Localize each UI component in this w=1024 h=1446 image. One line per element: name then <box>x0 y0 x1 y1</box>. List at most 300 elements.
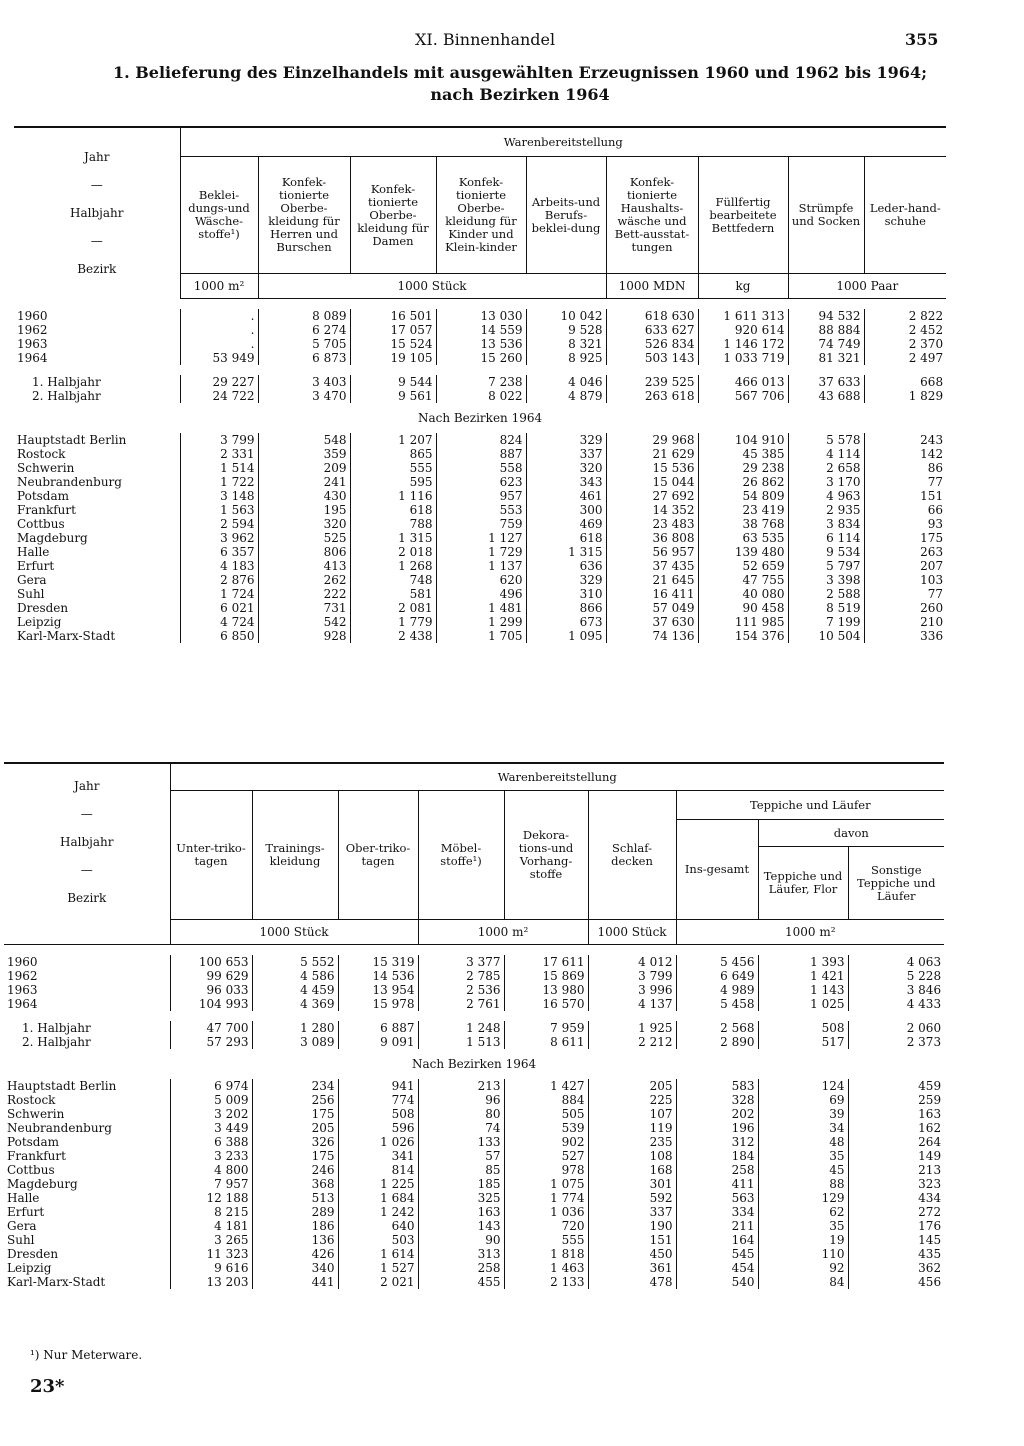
table-cell: 23 483 <box>606 517 698 531</box>
table-cell: 1 315 <box>526 545 606 559</box>
table-cell: 310 <box>526 587 606 601</box>
table-cell: 110 <box>758 1247 848 1261</box>
table-cell: 211 <box>676 1219 758 1233</box>
column-header: Unter-triko-tagen <box>170 791 252 920</box>
table-cell: 4 586 <box>252 969 338 983</box>
table-cell: . <box>180 323 258 337</box>
table-cell: 9 544 <box>350 375 436 389</box>
table-cell: 459 <box>848 1079 944 1093</box>
table-row <box>4 983 944 997</box>
table-row <box>4 1035 944 1049</box>
table-cell: 978 <box>504 1163 588 1177</box>
table-cell: 3 377 <box>418 955 504 969</box>
row-label: Karl-Marx-Stadt <box>7 1275 106 1289</box>
table-cell: 542 <box>258 615 350 629</box>
table-cell: 9 616 <box>170 1261 252 1275</box>
table-cell: 21 645 <box>606 573 698 587</box>
section-label: Nach Bezirken 1964 <box>417 411 543 425</box>
table-cell: 4 989 <box>676 983 758 997</box>
table-cell: 430 <box>258 489 350 503</box>
group-header-davon: davon <box>758 820 944 847</box>
table-cell: 40 080 <box>698 587 788 601</box>
table-cell: 88 884 <box>788 323 864 337</box>
table-cell: 62 <box>758 1205 848 1219</box>
table-cell: 368 <box>252 1177 338 1191</box>
chapter-title: XI. Binnenhandel <box>415 30 556 49</box>
table-cell: 300 <box>526 503 606 517</box>
table-cell: 450 <box>588 1247 676 1261</box>
table-cell: 133 <box>418 1135 504 1149</box>
table-cell: 2 935 <box>788 503 864 517</box>
row-label: Frankfurt <box>17 503 76 517</box>
table-cell: 636 <box>526 559 606 573</box>
table-cell: 513 <box>252 1191 338 1205</box>
table-cell: 320 <box>258 517 350 531</box>
column-header: Konfek-tionierte Oberbe-kleidung für Kinder und Klein-kinder <box>436 157 526 274</box>
table-cell: 329 <box>526 573 606 587</box>
table-cell: 104 910 <box>698 433 788 447</box>
table-cell: 361 <box>588 1261 676 1275</box>
table-cell: 2 452 <box>864 323 946 337</box>
table-cell: 1 116 <box>350 489 436 503</box>
table-cell: 48 <box>758 1135 848 1149</box>
row-label: Hauptstadt Berlin <box>7 1079 117 1093</box>
table-cell: 175 <box>252 1149 338 1163</box>
table-cell: 301 <box>588 1177 676 1191</box>
table-cell: 788 <box>350 517 436 531</box>
table-row <box>4 1191 944 1205</box>
table-cell: 1 146 172 <box>698 337 788 351</box>
table-cell: 24 722 <box>180 389 258 403</box>
table-cell: 164 <box>676 1233 758 1247</box>
table-cell: 2 658 <box>788 461 864 475</box>
table-cell: 6 887 <box>338 1021 418 1035</box>
table-cell: 2 536 <box>418 983 504 997</box>
table-cell: 111 985 <box>698 615 788 629</box>
row-label: 1. Halbjahr <box>32 375 101 389</box>
table-cell: 6 357 <box>180 545 258 559</box>
table-cell: 3 846 <box>848 983 944 997</box>
table-cell: 77 <box>864 587 946 601</box>
table-cell: 328 <box>676 1093 758 1107</box>
table-cell: 37 633 <box>788 375 864 389</box>
table-cell: 239 525 <box>606 375 698 389</box>
table-cell: 235 <box>588 1135 676 1149</box>
table-cell: 29 227 <box>180 375 258 389</box>
table-cell: 2 331 <box>180 447 258 461</box>
table-cell: 2 373 <box>848 1035 944 1049</box>
table-cell: 52 659 <box>698 559 788 573</box>
table-row <box>14 475 946 489</box>
table-cell: 6 021 <box>180 601 258 615</box>
table-cell: 720 <box>504 1219 588 1233</box>
table-cell: 29 238 <box>698 461 788 475</box>
table-cell: 558 <box>436 461 526 475</box>
table-cell: 6 974 <box>170 1079 252 1093</box>
group-header-warenbereitstellung: Warenbereitstellung <box>170 763 944 791</box>
table-cell: 142 <box>864 447 946 461</box>
statistics-table-1 <box>14 126 946 643</box>
row-label: Halle <box>7 1191 40 1205</box>
unit-label: 1000 MDN <box>606 274 698 299</box>
table-cell: 151 <box>864 489 946 503</box>
table-cell: 202 <box>676 1107 758 1121</box>
table-cell: 163 <box>418 1205 504 1219</box>
table-row <box>14 375 946 389</box>
table-cell: 5 456 <box>676 955 758 969</box>
table-cell: 103 <box>864 573 946 587</box>
table-cell: 957 <box>436 489 526 503</box>
table-cell: 246 <box>252 1163 338 1177</box>
row-label: Leipzig <box>7 1261 52 1275</box>
table-row <box>14 503 946 517</box>
table-cell: 4 800 <box>170 1163 252 1177</box>
group-header-warenbereitstellung: Warenbereitstellung <box>180 127 946 157</box>
row-label: Rostock <box>7 1093 56 1107</box>
table-cell: 884 <box>504 1093 588 1107</box>
table-cell: 8 215 <box>170 1205 252 1219</box>
table-cell: 272 <box>848 1205 944 1219</box>
table-cell: 10 042 <box>526 309 606 323</box>
table-cell: 185 <box>418 1177 504 1191</box>
table-cell: 1 513 <box>418 1035 504 1049</box>
table-cell: 1 225 <box>338 1177 418 1191</box>
table-cell: 3 799 <box>588 969 676 983</box>
table-cell: 256 <box>252 1093 338 1107</box>
table-cell: 100 653 <box>170 955 252 969</box>
table-cell: 7 957 <box>170 1177 252 1191</box>
table-cell: 54 809 <box>698 489 788 503</box>
table-cell: 225 <box>588 1093 676 1107</box>
row-label: Rostock <box>17 447 66 461</box>
table-cell: 2 060 <box>848 1021 944 1035</box>
table-cell: 623 <box>436 475 526 489</box>
table-cell: 341 <box>338 1149 418 1163</box>
table-cell: 496 <box>436 587 526 601</box>
row-label: Dresden <box>7 1247 59 1261</box>
table-row <box>14 615 946 629</box>
table-cell: 618 630 <box>606 309 698 323</box>
table-cell: 596 <box>338 1121 418 1135</box>
table-cell: 35 <box>758 1219 848 1233</box>
table-cell: 1 705 <box>436 629 526 643</box>
table-cell: 2 822 <box>864 309 946 323</box>
table-cell: 85 <box>418 1163 504 1177</box>
table-cell: 1 095 <box>526 629 606 643</box>
table-cell: 259 <box>848 1093 944 1107</box>
table-cell: 4 114 <box>788 447 864 461</box>
table-cell: 2 021 <box>338 1275 418 1289</box>
table-cell: 583 <box>676 1079 758 1093</box>
table-cell: 455 <box>418 1275 504 1289</box>
table-cell: 258 <box>676 1163 758 1177</box>
table-cell: 5 009 <box>170 1093 252 1107</box>
table-cell: 887 <box>436 447 526 461</box>
table-cell: 9 534 <box>788 545 864 559</box>
table-cell: 1 248 <box>418 1021 504 1035</box>
table-cell: 312 <box>676 1135 758 1149</box>
column-header: Ober-triko-tagen <box>338 791 418 920</box>
column-header: Füllfertig bearbeitete Bettfedern <box>698 157 788 274</box>
table-cell: 5 797 <box>788 559 864 573</box>
row-label: 1963 <box>7 983 38 997</box>
table-cell: 29 968 <box>606 433 698 447</box>
table-cell: 168 <box>588 1163 676 1177</box>
column-header: Sonstige Teppiche und Läufer <box>848 847 944 920</box>
table-row <box>4 955 944 969</box>
table-row <box>4 1107 944 1121</box>
table-cell: 2 568 <box>676 1021 758 1035</box>
table-cell: 57 049 <box>606 601 698 615</box>
table-row <box>14 447 946 461</box>
table-cell: 1 137 <box>436 559 526 573</box>
table-cell: 186 <box>252 1219 338 1233</box>
table-cell: 37 435 <box>606 559 698 573</box>
table-cell: 13 030 <box>436 309 526 323</box>
table-cell: 461 <box>526 489 606 503</box>
table-cell: 902 <box>504 1135 588 1149</box>
column-header: Trainings-kleidung <box>252 791 338 920</box>
table-cell: 362 <box>848 1261 944 1275</box>
table-cell: 6 274 <box>258 323 350 337</box>
table-cell: 74 749 <box>788 337 864 351</box>
table-cell: 411 <box>676 1177 758 1191</box>
table-cell: 260 <box>864 601 946 615</box>
table-cell: 38 768 <box>698 517 788 531</box>
table-cell: 19 <box>758 1233 848 1247</box>
table-cell: 10 504 <box>788 629 864 643</box>
table-cell: 139 480 <box>698 545 788 559</box>
table-cell: 35 <box>758 1149 848 1163</box>
table-row <box>14 489 946 503</box>
table-cell: 3 148 <box>180 489 258 503</box>
table-cell: 196 <box>676 1121 758 1135</box>
table-row <box>14 461 946 475</box>
table-cell: 14 559 <box>436 323 526 337</box>
table-cell: 774 <box>338 1093 418 1107</box>
table-cell: 27 692 <box>606 489 698 503</box>
table-cell: 15 260 <box>436 351 526 365</box>
table-row <box>14 309 946 323</box>
table-row <box>14 545 946 559</box>
row-label: Potsdam <box>7 1135 60 1149</box>
unit-label: 1000 Stück <box>258 274 606 299</box>
table-cell: 145 <box>848 1233 944 1247</box>
table-row <box>4 1247 944 1261</box>
table-cell: 210 <box>864 615 946 629</box>
table-row <box>4 1163 944 1177</box>
table-cell: 74 136 <box>606 629 698 643</box>
table-cell: 4 879 <box>526 389 606 403</box>
table-row <box>14 559 946 573</box>
table-cell: 865 <box>350 447 436 461</box>
table-cell: 1 268 <box>350 559 436 573</box>
table-cell: 195 <box>258 503 350 517</box>
table-cell: 3 470 <box>258 389 350 403</box>
table-cell: 1 026 <box>338 1135 418 1149</box>
table-cell: 57 <box>418 1149 504 1163</box>
table-cell: 4 181 <box>170 1219 252 1233</box>
table-cell: 3 265 <box>170 1233 252 1247</box>
table-cell: 124 <box>758 1079 848 1093</box>
table-row <box>4 969 944 983</box>
table-cell: 119 <box>588 1121 676 1135</box>
table-cell: 6 649 <box>676 969 758 983</box>
table-cell: 6 873 <box>258 351 350 365</box>
table-cell: 1 427 <box>504 1079 588 1093</box>
table-cell: 759 <box>436 517 526 531</box>
table-cell: 618 <box>526 531 606 545</box>
table-cell: 63 535 <box>698 531 788 545</box>
table-cell: 175 <box>252 1107 338 1121</box>
table-cell: 3 398 <box>788 573 864 587</box>
column-header: Arbeits-und Berufs-beklei-dung <box>526 157 606 274</box>
table-cell: 1 829 <box>864 389 946 403</box>
table-cell: 4 433 <box>848 997 944 1011</box>
section-label: Nach Bezirken 1964 <box>411 1057 537 1071</box>
table-cell: 526 834 <box>606 337 698 351</box>
table-cell: 14 536 <box>338 969 418 983</box>
table-cell: 6 850 <box>180 629 258 643</box>
table-cell: 5 228 <box>848 969 944 983</box>
table-cell: 21 629 <box>606 447 698 461</box>
footnote: ¹) Nur Meterware. <box>30 1348 143 1362</box>
table-cell: 5 578 <box>788 433 864 447</box>
table-cell: 1 527 <box>338 1261 418 1275</box>
table-cell: 66 <box>864 503 946 517</box>
table-cell: 289 <box>252 1205 338 1219</box>
table-cell: 57 293 <box>170 1035 252 1049</box>
table-cell: 190 <box>588 1219 676 1233</box>
table-row <box>14 389 946 403</box>
table-cell: 8 519 <box>788 601 864 615</box>
table-cell: 555 <box>350 461 436 475</box>
table-cell: 45 385 <box>698 447 788 461</box>
table-row <box>4 1135 944 1149</box>
table-cell: 1 774 <box>504 1191 588 1205</box>
table-cell: 5 458 <box>676 997 758 1011</box>
table-cell: 581 <box>350 587 436 601</box>
table-cell: 15 978 <box>338 997 418 1011</box>
table-cell: 81 321 <box>788 351 864 365</box>
table-cell: 4 369 <box>252 997 338 1011</box>
table-cell: 539 <box>504 1121 588 1135</box>
unit-label: 1000 Stück <box>170 920 418 945</box>
table-cell: 8 925 <box>526 351 606 365</box>
table-cell: 47 755 <box>698 573 788 587</box>
table-cell: 209 <box>258 461 350 475</box>
table-cell: 88 <box>758 1177 848 1191</box>
table-cell: 3 962 <box>180 531 258 545</box>
table-cell: 413 <box>258 559 350 573</box>
table-cell: 1 033 719 <box>698 351 788 365</box>
table-cell: 478 <box>588 1275 676 1289</box>
table-cell: 26 862 <box>698 475 788 489</box>
table-cell: 1 025 <box>758 997 848 1011</box>
row-label: 1964 <box>17 351 48 365</box>
row-label: Magdeburg <box>17 531 88 545</box>
table-cell: 90 458 <box>698 601 788 615</box>
table-cell: 8 089 <box>258 309 350 323</box>
column-header: Schlaf-decken <box>588 791 676 920</box>
table-cell: 163 <box>848 1107 944 1121</box>
table-cell: 4 046 <box>526 375 606 389</box>
table-cell: 7 238 <box>436 375 526 389</box>
table-cell: 15 869 <box>504 969 588 983</box>
row-label: 1963 <box>17 337 48 351</box>
table-cell: 928 <box>258 629 350 643</box>
row-label: Neubrandenburg <box>7 1121 112 1135</box>
table-cell: 15 536 <box>606 461 698 475</box>
table-cell: 151 <box>588 1233 676 1247</box>
column-header: Möbel-stoffe¹) <box>418 791 504 920</box>
table-cell: 176 <box>848 1219 944 1233</box>
table-cell: 53 949 <box>180 351 258 365</box>
table-cell: 426 <box>252 1247 338 1261</box>
table-cell: 7 199 <box>788 615 864 629</box>
row-label: 1964 <box>7 997 38 1011</box>
table-cell: 359 <box>258 447 350 461</box>
table-cell: 3 996 <box>588 983 676 997</box>
table-cell: 96 <box>418 1093 504 1107</box>
table-row <box>14 323 946 337</box>
table-cell: 1 207 <box>350 433 436 447</box>
table-cell: 2 370 <box>864 337 946 351</box>
table-cell: 555 <box>504 1233 588 1247</box>
row-label: Hauptstadt Berlin <box>17 433 127 447</box>
table-cell: 748 <box>350 573 436 587</box>
table-cell: 941 <box>338 1079 418 1093</box>
table-cell: 325 <box>418 1191 504 1205</box>
table-cell: 205 <box>252 1121 338 1135</box>
row-label: Suhl <box>7 1233 35 1247</box>
table-cell: 143 <box>418 1219 504 1233</box>
table-cell: 548 <box>258 433 350 447</box>
table-cell: 2 081 <box>350 601 436 615</box>
table-cell: 1 724 <box>180 587 258 601</box>
table-cell: 16 411 <box>606 587 698 601</box>
table-cell: 264 <box>848 1135 944 1149</box>
table-cell: 1 611 313 <box>698 309 788 323</box>
row-label: Suhl <box>17 587 45 601</box>
table-cell: 17 057 <box>350 323 436 337</box>
row-label: 1960 <box>17 309 48 323</box>
table-cell: 441 <box>252 1275 338 1289</box>
table-cell: 17 611 <box>504 955 588 969</box>
table-cell: 5 552 <box>252 955 338 969</box>
table-row <box>14 517 946 531</box>
table-cell: 2 438 <box>350 629 436 643</box>
table-cell: 19 105 <box>350 351 436 365</box>
table-cell: 1 563 <box>180 503 258 517</box>
table-cell: 14 352 <box>606 503 698 517</box>
table-cell: 8 611 <box>504 1035 588 1049</box>
table-cell: 16 501 <box>350 309 436 323</box>
table-cell: 466 013 <box>698 375 788 389</box>
table-cell: 508 <box>758 1021 848 1035</box>
table-cell: 6 388 <box>170 1135 252 1149</box>
table-cell: 262 <box>258 573 350 587</box>
table-cell: 108 <box>588 1149 676 1163</box>
row-label: Gera <box>7 1219 37 1233</box>
table-cell: 77 <box>864 475 946 489</box>
table-cell: 149 <box>848 1149 944 1163</box>
table-row <box>4 1021 944 1035</box>
table-cell: 824 <box>436 433 526 447</box>
table-cell: 1 242 <box>338 1205 418 1219</box>
table-row <box>4 1219 944 1233</box>
table-cell: 13 536 <box>436 337 526 351</box>
